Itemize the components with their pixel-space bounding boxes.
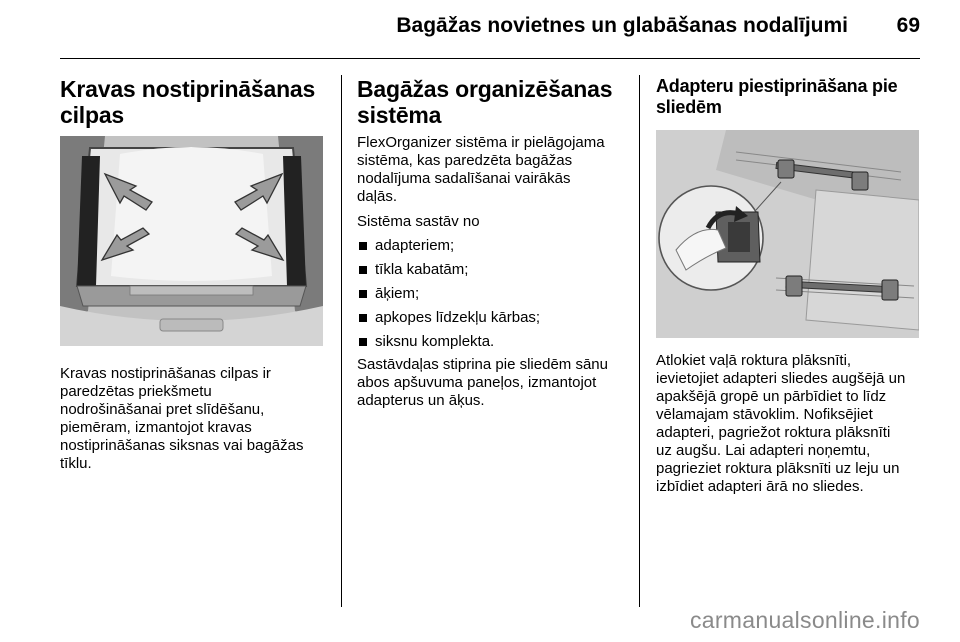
running-header-title: Bagāžas novietnes un glabāšanas nodalījumi (396, 14, 848, 37)
text-line: FlexOrganizer sistēma ir pielāgojama (357, 134, 605, 151)
text-line: adapterus un āķus. (357, 392, 485, 409)
column-divider (639, 75, 640, 607)
watermark: carmanualsonline.info (689, 607, 920, 633)
list-item: āķiem; (357, 285, 632, 303)
rail-adapter-illustration (656, 130, 919, 338)
heading-line: Kravas nostiprināšanas (60, 76, 316, 102)
lashing-eyes-text (60, 365, 330, 473)
text-line: tīklu. (60, 455, 92, 472)
heading-line: cilpas (60, 102, 125, 128)
list-item: apkopes līdzekļu kārbas; (357, 309, 632, 327)
text-line: ievietojiet adapteri sliedes augšējā un (656, 370, 906, 387)
column-divider (341, 75, 342, 607)
text-line: pagrieziet roktura plāksnīti uz leju un (656, 460, 900, 477)
heading-line: sliedēm (656, 97, 722, 117)
heading-line: Bagāžas organizēšanas (357, 76, 613, 102)
trunk-lashing-eyes-illustration (60, 136, 323, 346)
heading-line: sistēma (357, 102, 442, 128)
text-line: Sastāvdaļas stiprina pie sliedēm sānu (357, 356, 608, 373)
text-line: paredzētas priekšmetu (60, 383, 212, 400)
component-list (357, 237, 632, 351)
heading-line: Adapteru piestiprināšana pie (656, 76, 898, 96)
list-item: adapteriem; (357, 237, 632, 255)
text-line: Atlokiet vaļā roktura plāksnīti, (656, 352, 852, 369)
text-line: Kravas nostiprināšanas cilpas ir (60, 365, 271, 382)
text-line: apakšējā gropē un pārbīdiet to līdz (656, 388, 887, 405)
column-organizer-system (357, 76, 632, 410)
body-paragraph (656, 352, 936, 496)
text-line: nostiprināšanas siksnas vai bagāžas (60, 437, 304, 454)
list-item: siksnu komplekta. (357, 333, 632, 351)
section-heading-adapter (656, 76, 926, 118)
outro-paragraph (357, 356, 632, 410)
text-line: uz augšu. Lai adapteri noņemtu, (656, 442, 871, 459)
column-adapter-attach (656, 76, 926, 118)
text-line: daļās. (357, 188, 398, 205)
text-line: sistēma, kas paredzēta bagāžas (357, 152, 573, 169)
text-line: abos apšuvuma paneļos, izmantojot (357, 374, 597, 391)
page-number: 69 (896, 14, 920, 37)
list-intro: Sistēma sastāv no (357, 213, 480, 230)
text-line: nodalījuma sadalīšanai vairākās (357, 170, 571, 187)
text-line: piemēram, izmantojot kravas (60, 419, 252, 436)
column-lashing-eyes (60, 76, 328, 128)
section-heading-organizer (357, 76, 632, 128)
section-heading-lashing-eyes (60, 76, 328, 128)
text-line: adapteri, pagriežot roktura plāksnīti (656, 424, 891, 441)
text-line: vēlamajam stāvoklim. Nofiksējiet (656, 406, 873, 423)
text-line: izbīdiet adapteri ārā no sliedes. (656, 478, 864, 495)
list-item: tīkla kabatām; (357, 261, 632, 279)
intro-paragraph (357, 134, 632, 206)
text-line: nodrošināšanai pret slīdēšanu, (60, 401, 265, 418)
body-paragraph (60, 365, 330, 473)
adapter-text (656, 352, 936, 496)
header-rule (60, 58, 920, 59)
